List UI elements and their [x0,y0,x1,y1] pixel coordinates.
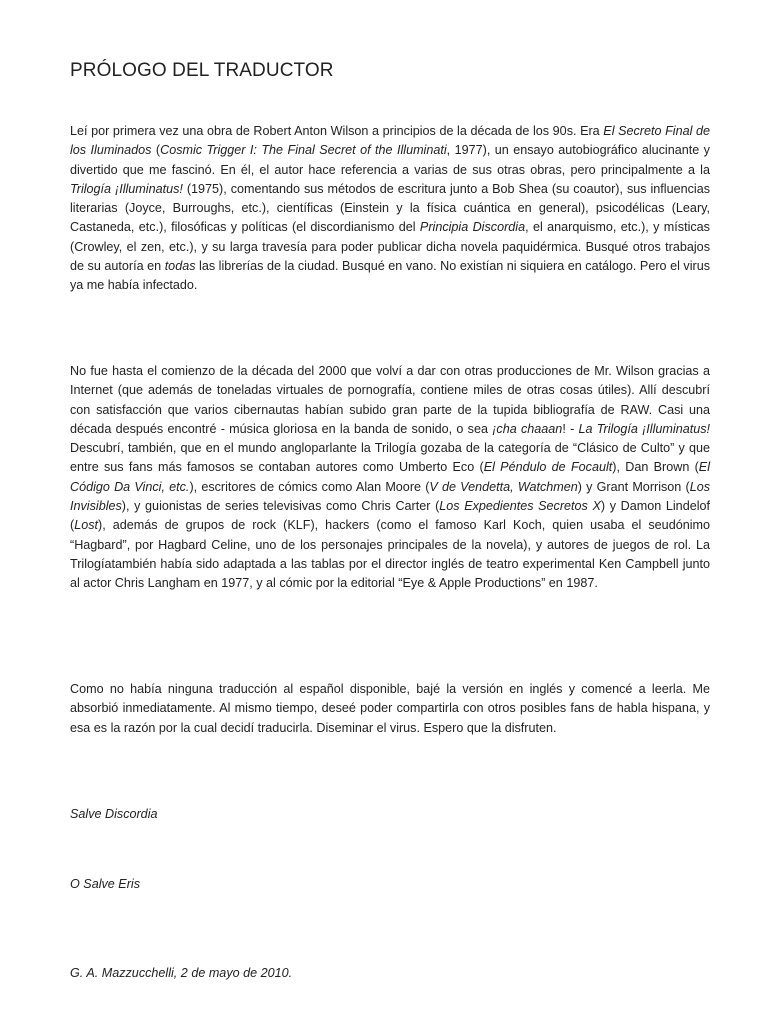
italic-title: todas [164,259,196,274]
italic-title: Lost [74,518,99,533]
italic-title: V de Vendetta, Watchmen [429,479,578,494]
italic-title: El Secreto Final de los Iluminados [70,124,711,158]
italic-title: Los Invisibles [70,479,710,514]
closing-salve-discordia: Salve Discordia [70,807,158,821]
italic-title: Principia Discordia [419,220,526,235]
paragraph-intro: Leí por primera vez una obra de Robert Anton Wilson a principios de la década de los 90s. Era El Secreto Final de los Iluminados (Cosmic Trigger I: The Final Secret of the Illuminati, 1977), un ensayo autobiográfico alucinante y divertido que me fascinó. En él, el autor hace referencia a varias de sus otras obras, pero principalmente a la Trilogía ¡Illuminatus! (1975), comentando sus métodos de escritura junto a Bob Shea (su coautor), sus influencias literarias (Joyce, Burroughs, etc.), científicas (Einstein y la física cuántica en general), psicodélicas (Leary, Castaneda, etc.), filosóficas y políticas (el discordianismo del Principia Discordia, el anarquismo, etc.), y místicas (Crowley, el zen, etc.), y su larga travesía para poder publicar dicha novela paquidérmica. Busqué otros trabajos de su autoría en todas las librerías de la ciudad. Busqué en vano. No existían ni siquiera en catálogo. Pero el virus ya me había infectado. [70,124,711,293]
signature-line: G. A. Mazzucchelli, 2 de mayo de 2010. [70,966,293,980]
closing-salve-eris: O Salve Eris [70,877,140,891]
paragraph-translation: Como no había ninguna traducción al español disponible, bajé la versión en inglés y comencé a leerla. Me absorbió inmediatamente. Al mismo tiempo, deseé poder compartirla con otros posibles fans de habla hispana, y esa es la razón por la cual decidí traducirla. Diseminar el virus. Espero que la disfruten. [70,682,710,735]
italic-title: La Trilogía ¡Illuminatus! [578,421,710,436]
italic-title: El Código Da Vinci, etc. [70,460,710,494]
italic-title: El Péndulo de Focault [483,460,613,475]
italic-title: Los Expedientes Secretos X [439,499,601,514]
italic-title: Cosmic Trigger I: The Final Secret of the Illuminati [160,143,447,158]
italic-title: Trilogía ¡Illuminatus! [70,181,183,196]
page-title: PRÓLOGO DEL TRADUCTOR [70,60,334,81]
paragraph-discovery: No fue hasta el comienzo de la década del 2000 que volví a dar con otras producciones de Mr. Wilson gracias a Internet (que además de toneladas virtuales de pornografía, contiene miles de otras cosas útiles). Allí descubrí con satisfacción que varios cibernautas habían subido gran parte de la tupida bibliografía de RAW. Casi una década después encontré - música gloriosa en la banda de sonido, o sea ¡cha chaaan! - La Trilogía ¡Illuminatus! Descubrí, también, que en el mundo angloparlante la Trilogía gozaba de la categoría de “Clásico de Culto” y que entre sus fans más famosos se contaban autores como Umberto Eco (El Péndulo de Focault), Dan Brown (El Código Da Vinci, etc.), escritores de cómics como Alan Moore (V de Vendetta, Watchmen) y Grant Morrison (Los Invisibles), y guionistas de series televisivas como Chris Carter (Los Expedientes Secretos X) y Damon Lindelof (Lost), además de grupos de rock (KLF), hackers (como el famoso Karl Koch, quien usaba el seudónimo “Hagbard”, por Hagbard Celine, uno de los personajes principales de la novela), y autores de juegos de rol. La Trilogíatambién había sido adaptada a las tablas por el director inglés de teatro experimental Ken Campbell junto al actor Chris Langham en 1977, y al cómic por la editorial “Eye & Apple Productions” en 1987. [70,364,710,591]
italic-title: ¡cha chaaan [492,421,563,436]
